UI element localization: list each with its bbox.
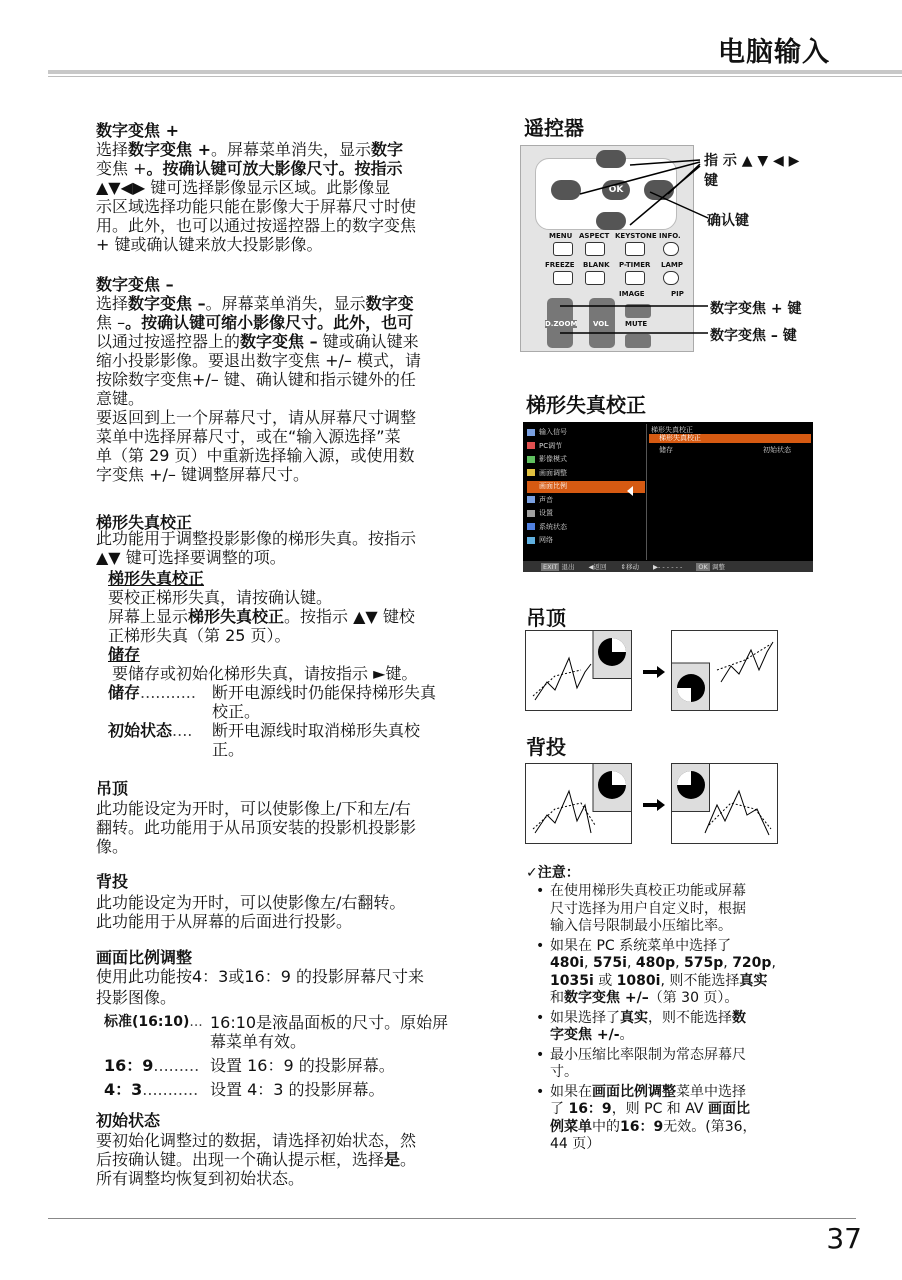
text-line: 正梯形失真（第 25 页）。 <box>108 626 291 645</box>
heading-digital-zoom-plus: 数字变焦 + <box>96 121 179 140</box>
text-line: 44 页） <box>550 1136 601 1152</box>
pip-key-label: PIP <box>671 290 684 298</box>
text-line: 例菜单中的16：9无效。(第36， <box>550 1118 757 1135</box>
ok-key: OK <box>602 180 630 200</box>
text-line: 所有调整均恢复到初始状态。 <box>96 1169 305 1188</box>
menu-item[interactable] <box>527 508 645 520</box>
text-line: 示区域选择功能只能在影像大于屏幕尺寸时使 <box>96 197 417 216</box>
menu-item-icon <box>527 496 535 503</box>
header-rule-thin <box>48 76 902 77</box>
dz-plus-body <box>96 140 496 254</box>
callout-ok-key: 确认键 <box>707 213 749 229</box>
text-line: 要返回到上一个屏幕尺寸，请从屏幕尺寸调整 <box>96 408 417 427</box>
menu-item[interactable] <box>527 454 645 466</box>
text-line: 尺寸选择为用户自定义时，根据 <box>550 900 746 917</box>
menu-item-label: 网络 <box>539 536 553 544</box>
text-line: 缩小投影影像。要退出数字变焦 +/– 模式，请 <box>96 351 421 370</box>
menu-item[interactable] <box>527 495 645 507</box>
dzoom-key-label: D.ZOOM <box>545 320 578 328</box>
text-line: 变焦 +。按确认键可放大影像尺寸。按指示 <box>96 159 403 178</box>
heading-rear: 背投 <box>96 872 129 891</box>
text-line: 意键。 <box>96 389 145 408</box>
menu-item-icon <box>527 456 535 463</box>
menu-item-label: 画面比例 <box>539 482 567 490</box>
text-line: 要校正梯形失真，请按确认键。 <box>108 588 333 607</box>
menu-item[interactable] <box>527 535 645 547</box>
text-line: 选择数字变焦 +。屏幕菜单消失，显示数字 <box>96 140 404 159</box>
text-line: 字变焦 +/-。 <box>550 1027 634 1043</box>
text-line: + 键或确认键来放大投影影像。 <box>96 235 323 254</box>
menu-row-store-value: 初始状态 <box>763 446 791 454</box>
menu-key-label: MENU <box>549 232 573 240</box>
menu-row-keystone[interactable]: 梯形失真校正 <box>649 434 811 443</box>
menu-item-label: 声音 <box>539 495 553 504</box>
heading-reset: 初始状态 <box>96 1111 161 1130</box>
dz-minus-body <box>96 294 496 484</box>
text-line: 寸。 <box>550 1064 578 1080</box>
aspect-key-label: ASPECT <box>579 232 610 240</box>
keystone-intro: 此功能用于调整投影影像的梯形失真。按指示 ▲▼ 键可选择要调整的项。 <box>96 529 417 567</box>
menu-item-icon <box>527 537 535 544</box>
rear-body: 此功能设定为开时，可以使影像左/右翻转。 此功能用于从屏幕的后面进行投影。 <box>96 893 406 931</box>
keystone-item-title: 梯形失真校正 <box>108 569 205 588</box>
keystone-osd-menu <box>523 422 813 572</box>
text-line: • 如果在 PC 系统菜单中选择了 <box>550 937 732 954</box>
heading-digital-zoom-minus: 数字变焦 – <box>96 275 174 294</box>
text-line: • 如果选择了真实，则不能选择数 <box>550 1009 746 1026</box>
note-item <box>536 1010 798 1045</box>
menu-item-icon <box>527 429 535 436</box>
menu-item-icon <box>527 469 535 476</box>
text-line: 以通过按遥控器上的数字变焦 – 键或确认键来 <box>96 332 419 351</box>
text-line: 1035i 或 1080i, 则不能选择真实 <box>550 972 768 989</box>
text-line: 要初始化调整过的数据，请选择初始状态，然 <box>96 1131 417 1150</box>
menu-item-label: 输入信号 <box>539 428 567 436</box>
menu-item[interactable] <box>527 441 645 453</box>
aspect-options: 标准(16:10)... 16:10是液晶面板的尺寸。原始屏 幕菜单有效。 16：9......... 设置 16：9 的投影屏幕。 4：3........... 设置 4：3 的投影屏幕。 <box>104 1013 449 1099</box>
note-item <box>536 1047 798 1082</box>
text-line: 字变焦 +/– 键调整屏幕尺寸。 <box>96 465 309 484</box>
heading-keystone-menu: 梯形失真校正 <box>526 393 646 417</box>
text-line: ▲▼◀▶ 键可选择影像显示区域。此影像显 <box>96 178 391 197</box>
note-title: ✓注意： <box>526 865 580 881</box>
heading-keystone: 梯形失真校正 <box>96 513 193 532</box>
image-key-label: IMAGE <box>619 290 645 298</box>
rear-illustration <box>525 763 785 845</box>
text-line: 菜单中选择屏幕尺寸，或在“输入源选择”菜 <box>96 427 401 446</box>
callout-arrow-keys: 指 示 ▲ ▼ ◀ ▶ 键 <box>704 153 800 189</box>
menu-item[interactable] <box>527 522 645 534</box>
info-key-label: INFO. <box>659 232 681 240</box>
heading-ceiling-illustration: 吊顶 <box>526 606 566 630</box>
menu-footer: EXIT 退出 ◀返回 ⇕移动 ▶- - - - - - OK 调整 <box>523 561 813 572</box>
ptimer-key-label: P-TIMER <box>619 261 651 269</box>
reset-body <box>96 1131 496 1188</box>
heading-aspect: 画面比例调整 <box>96 948 193 967</box>
store-item-title: 储存 <box>108 645 141 664</box>
heading-ceiling: 吊顶 <box>96 779 129 798</box>
keystone-key-label: KEYSTONE <box>615 232 657 240</box>
menu-item-icon <box>527 483 535 490</box>
keystone-items: 梯形失真校正 要校正梯形失真，请按确认键。 屏幕上显示梯形失真校正。按指示 ▲▼ 键校 正梯形失真（第 25 页）。 储存 要储存或初始化梯形失真，请按指示 ►键。 储存........... 断开电源线时仍能保持梯形失真 校正。 初始状态.... 断开电源线时取消梯形失真校 正。 <box>108 569 498 759</box>
note-item <box>536 883 798 936</box>
menu-item-label: 影像模式 <box>539 455 567 463</box>
header-rule <box>48 70 902 74</box>
aspect-body: 使用此功能按4：3或16：9 的投影屏幕尺寸来 投影图像。 <box>96 967 424 1007</box>
menu-item-icon <box>527 510 535 517</box>
text-line: 按除数字变焦+/– 键、确认键和指示键外的任 <box>96 370 416 389</box>
page-number: 37 <box>826 1222 862 1255</box>
text-line: • 在使用梯形失真校正功能或屏幕 <box>550 883 746 899</box>
callout-dzoom-plus: 数字变焦 + 键 <box>710 301 802 317</box>
vol-key-label: VOL <box>593 320 609 328</box>
text-line: 和数字变焦 +/–（第 30 页）。 <box>550 990 739 1006</box>
footer-rule <box>48 1218 856 1219</box>
heading-rear-illustration: 背投 <box>526 735 566 759</box>
text-line: • 最小压缩比率限制为常态屏幕尺 <box>550 1046 746 1063</box>
text-line: 480i, 575i, 480p, 575p, 720p, <box>550 955 776 971</box>
menu-item-label: 画面调整 <box>539 468 567 477</box>
menu-item[interactable] <box>527 427 645 439</box>
menu-item-icon <box>527 442 535 449</box>
text-line: 屏幕上显示梯形失真校正。按指示 ▲▼ 键校 <box>108 607 415 626</box>
text-line: • 如果在画面比例调整菜单中选择 <box>550 1083 746 1100</box>
text-line: 了 16：9，则 PC 和 AV 画面比 <box>550 1101 750 1117</box>
menu-row-store-label: 储存 <box>659 446 673 454</box>
menu-item-icon <box>527 523 535 530</box>
menu-panel-title: 梯形失真校正 <box>651 426 693 434</box>
menu-item[interactable] <box>527 468 645 480</box>
callout-dzoom-minus: 数字变焦 – 键 <box>710 328 797 344</box>
mute-key-label: MUTE <box>625 320 648 328</box>
menu-item-label: 设置 <box>539 509 553 517</box>
note-item <box>536 938 798 1008</box>
menu-selected-arrow <box>627 486 633 496</box>
text-line: 用。此外，也可以通过按遥控器上的数字变焦 <box>96 216 417 235</box>
lamp-key-label: LAMP <box>661 261 683 269</box>
text-line: 输入信号限制最小压缩比率。 <box>550 918 732 934</box>
text-line: 焦 –。按确认键可缩小影像尺寸。此外，也可 <box>96 313 414 332</box>
page-title: 电脑输入 <box>718 37 830 68</box>
note-item <box>536 1084 798 1154</box>
ceiling-body: 此功能设定为开时，可以使影像上/下和左/右 翻转。此功能用于从吊顶安装的投影机投影影 像。 <box>96 799 417 856</box>
heading-remote: 遥控器 <box>524 116 584 140</box>
text-line: 后按确认键。出现一个确认提示框，选择是。 <box>96 1150 417 1169</box>
menu-item-label: PC调节 <box>539 441 563 450</box>
freeze-key-label: FREEZE <box>545 261 575 269</box>
text-line: 选择数字变焦 –。屏幕菜单消失，显示数字变 <box>96 294 414 313</box>
ceiling-illustration <box>525 630 785 712</box>
blank-key-label: BLANK <box>583 261 610 269</box>
notes-list <box>536 883 798 1156</box>
text-line: 单（第 29 页）中重新选择输入源，或使用数 <box>96 446 415 465</box>
menu-item-label: 系统状态 <box>539 522 567 531</box>
